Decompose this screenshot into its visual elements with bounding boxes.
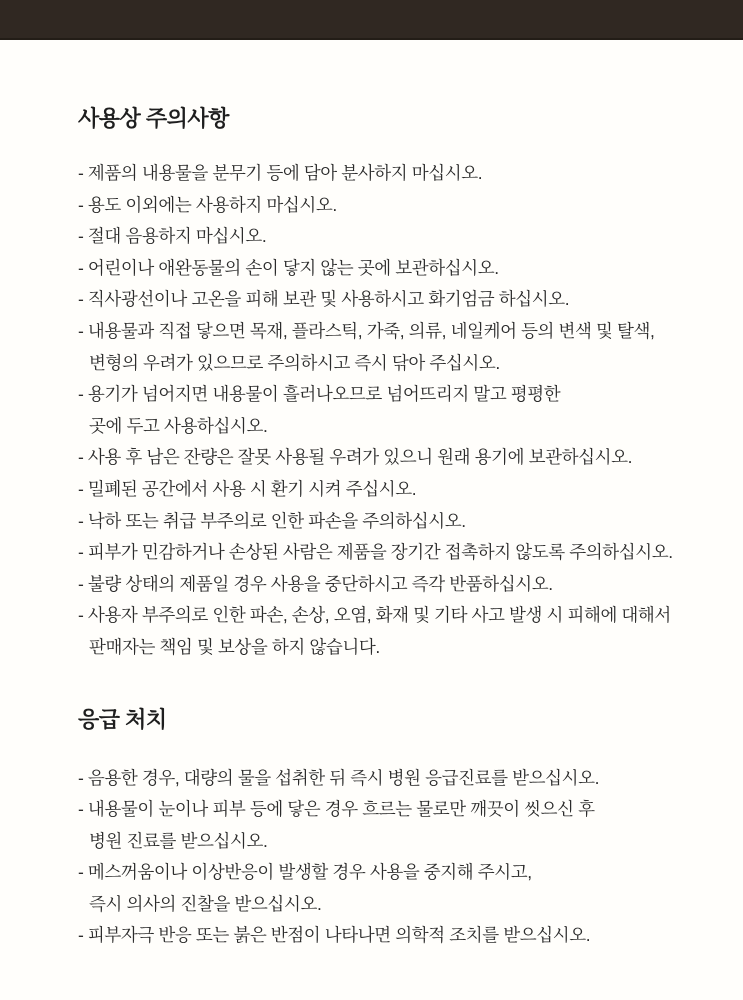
precaution-item: [78, 569, 693, 601]
precaution-item: [78, 506, 693, 538]
precaution-item: [78, 857, 693, 920]
item-line: - 내용물과 직접 닿으면 목재, 플라스틱, 가죽, 의류, 네일케어 등의 변색 및 탈색,: [78, 320, 655, 341]
item-line: - 불량 상태의 제품일 경우 사용을 중단하시고 즉각 반품하십시오.: [78, 573, 553, 594]
item-line: - 음용한 경우, 대량의 물을 섭취한 뒤 즉시 병원 응급진료를 받으십시오.: [78, 767, 600, 788]
item-line-continuation: 병원 진료를 받으십시오.: [89, 830, 268, 851]
item-line-continuation: 변형의 우려가 있으므로 주의하시고 즉시 닦아 주십시오.: [89, 352, 500, 373]
first-aid-list: [78, 763, 693, 953]
item-line: - 메스꺼움이나 이상반응이 발생할 경우 사용을 중지해 주시고,: [78, 862, 532, 883]
item-line: - 직사광선이나 고온을 피해 보관 및 사용하시고 화기엄금 하십시오.: [78, 289, 570, 310]
item-line: - 피부자극 반응 또는 붉은 반점이 나타나면 의학적 조치를 받으십시오.: [78, 925, 591, 946]
precaution-item: [78, 190, 693, 222]
item-line: - 절대 음용하지 마십시오.: [78, 226, 267, 247]
precaution-item: [78, 600, 693, 663]
item-line: - 용기가 넘어지면 내용물이 흘러나오므로 넘어뜨리지 말고 평평한: [78, 384, 561, 405]
item-line: - 사용 후 남은 잔량은 잘못 사용될 우려가 있으니 원래 용기에 보관하십시오.: [78, 447, 633, 468]
item-line: - 어린이나 애완동물의 손이 닿지 않는 곳에 보관하십시오.: [78, 257, 499, 278]
item-line: - 낙하 또는 취급 부주의로 인한 파손을 주의하십시오.: [78, 510, 466, 531]
item-line: - 내용물이 눈이나 피부 등에 닿은 경우 흐르는 물로만 깨끗이 씻으신 후: [78, 799, 595, 820]
usage-precautions-list: [78, 158, 693, 664]
section-first-aid: [78, 705, 693, 953]
section-title-usage-precautions: 사용상 주의사항: [78, 106, 229, 131]
precaution-item: [78, 253, 693, 285]
item-line: - 제품의 내용물을 분무기 등에 담아 분사하지 마십시오.: [78, 163, 483, 183]
precaution-item: [78, 316, 693, 379]
precaution-item: [78, 221, 693, 253]
item-line-continuation: 판매자는 책임 및 보상을 하지 않습니다.: [89, 636, 380, 657]
item-line: - 용도 이외에는 사용하지 마십시오.: [78, 194, 337, 215]
section-usage-precautions: [78, 104, 693, 664]
top-bar: [0, 0, 743, 40]
content: [0, 104, 743, 952]
precaution-item: [78, 794, 693, 857]
precaution-item: [78, 379, 693, 442]
item-line-continuation: 곳에 두고 사용하십시오.: [89, 415, 268, 436]
item-line-continuation: 즉시 의사의 진찰을 받으십시오.: [89, 893, 322, 914]
precaution-item: [78, 474, 693, 506]
item-line: - 피부가 민감하거나 손상된 사람은 제품을 장기간 접촉하지 않도록 주의하십시오.: [78, 542, 673, 563]
precaution-item: [78, 284, 693, 316]
precaution-item: [78, 537, 693, 569]
item-line: - 사용자 부주의로 인한 파손, 손상, 오염, 화재 및 기타 사고 발생 시 피해에 대해서: [78, 605, 671, 626]
item-line: - 밀폐된 공간에서 사용 시 환기 시켜 주십시오.: [78, 478, 417, 499]
precaution-item: [78, 763, 693, 795]
precaution-item: [78, 158, 693, 190]
section-title-first-aid: 응급 처치: [78, 706, 167, 732]
precaution-item: [78, 442, 693, 474]
precaution-item: [78, 920, 693, 952]
